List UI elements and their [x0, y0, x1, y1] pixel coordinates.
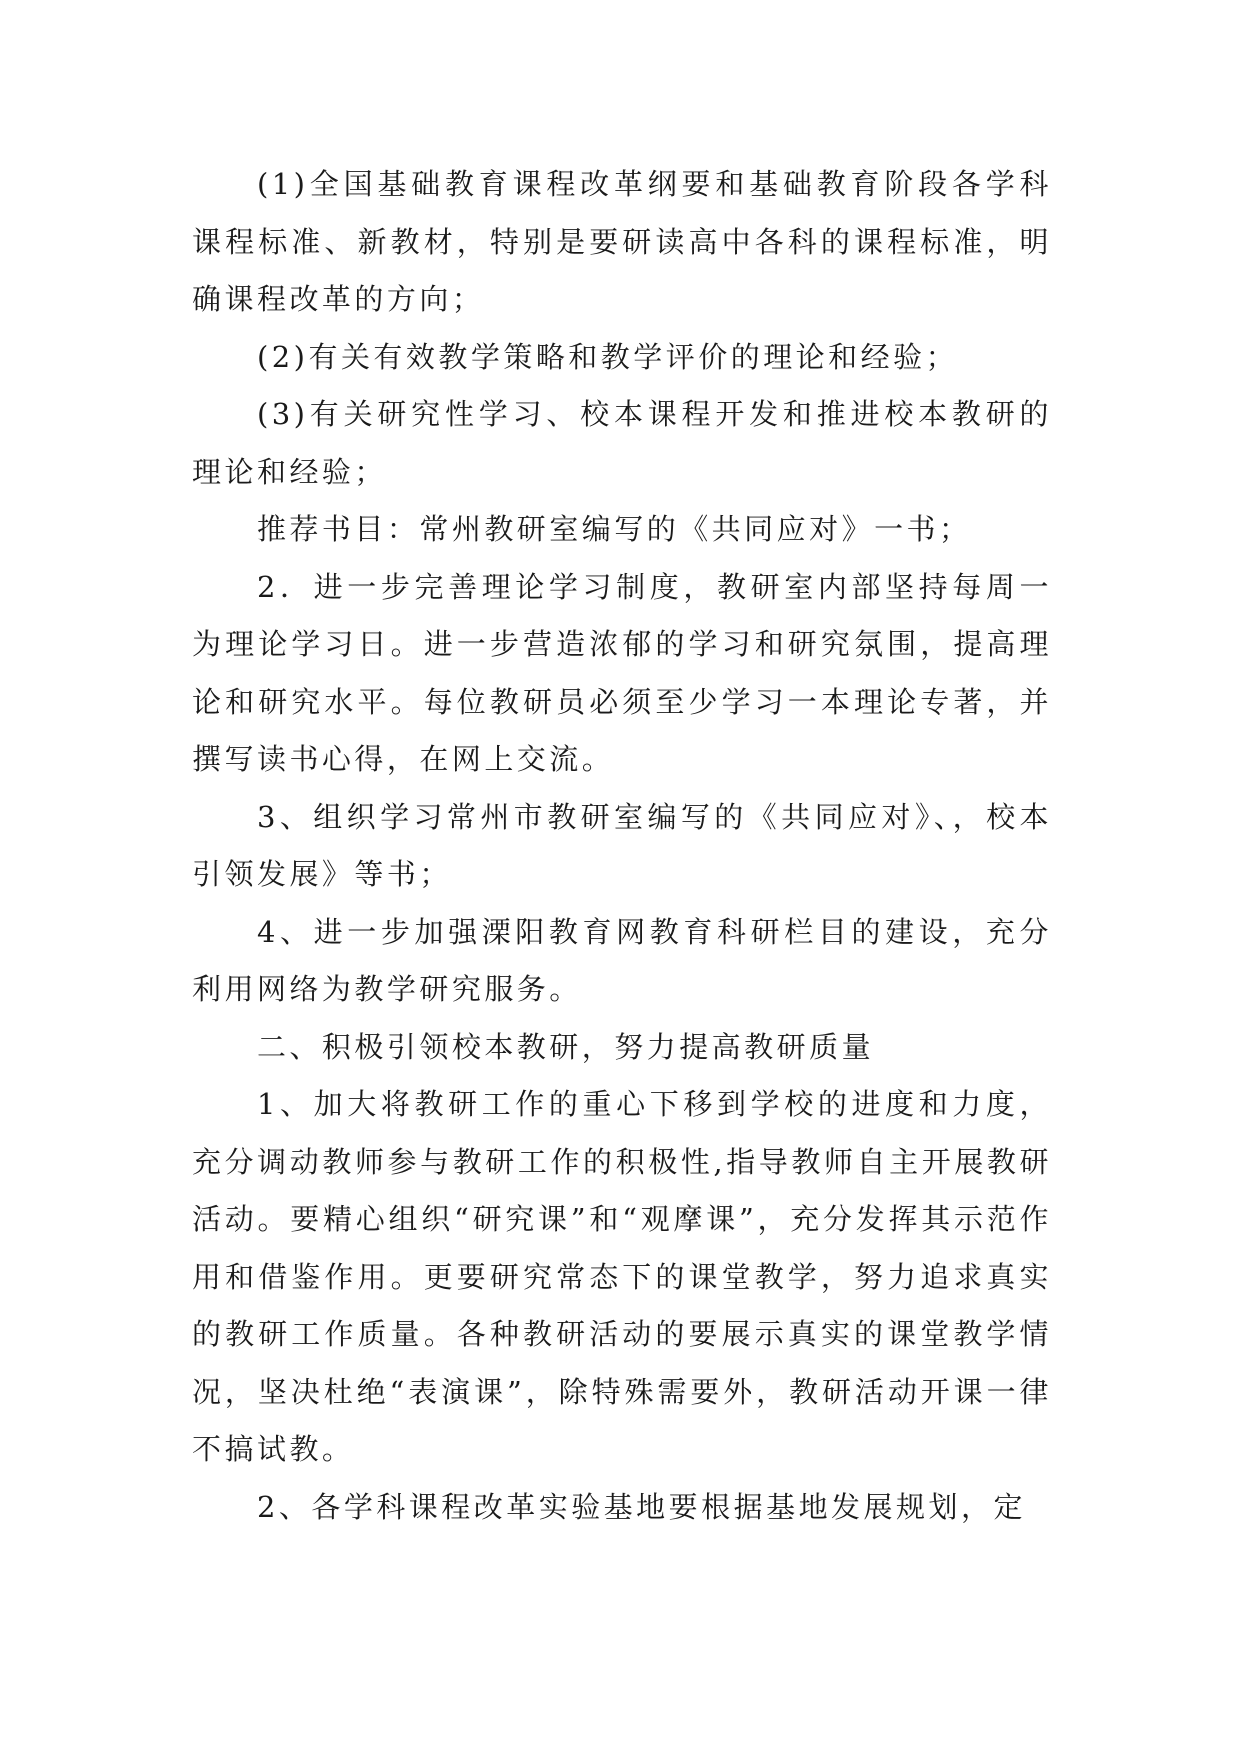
section-heading: 二、积极引领校本教研，努力提高教研质量 — [256, 1029, 875, 1064]
paragraph-2: (2)有关有效教学策略和教学评价的理论和经验； — [256, 339, 959, 374]
paragraph-10: 2、各学科课程改革实验基地要根据基地发展规划，定 — [256, 1489, 1026, 1524]
document-body — [192, 156, 1052, 1536]
paragraph-3: (3)有关研究性学习、校本课程开发和推进校本教研的理论和经验； — [192, 397, 1052, 489]
paragraph-7: 4、进一步加强溧阳教育网教育科研栏目的建设，充分利用网络为教学研究服务。 — [192, 914, 1052, 1006]
paragraph-5: 2．进一步完善理论学习制度，教研室内部坚持每周一为理论学习日。进一步营造浓郁的学习和研究氛围，提高理论和研究水平。每位教研员必须至少学习一本理论专著，并撰写读书心得，在网上交流。 — [192, 569, 1052, 776]
paragraph-6: 3、组织学习常州市教研室编写的《共同应对》、，校本引领发展》等书； — [192, 799, 1052, 891]
paragraph-9: 1、加大将教研工作的重心下移到学校的进度和力度，充分调动教师参与教研工作的积极性,指导教师自主开展教研活动。要精心组织“研究课”和“观摩课”，充分发挥其示范作用和借鉴作用。更要研究常态下的课堂教学，努力追求真实的教研工作质量。各种教研活动的要展示真实的课堂教学情况，坚决杜绝“表演课”，除特殊需要外，教研活动开课一律不搞试教。 — [192, 1087, 1052, 1466]
paragraph-4: 推荐书目：常州教研室编写的《共同应对》一书； — [256, 512, 972, 546]
paragraph-1: (1)全国基础教育课程改革纲要和基础教育阶段各学科课程标准、新教材，特别是要研读高中各科的课程标准，明确课程改革的方向； — [192, 167, 1052, 316]
